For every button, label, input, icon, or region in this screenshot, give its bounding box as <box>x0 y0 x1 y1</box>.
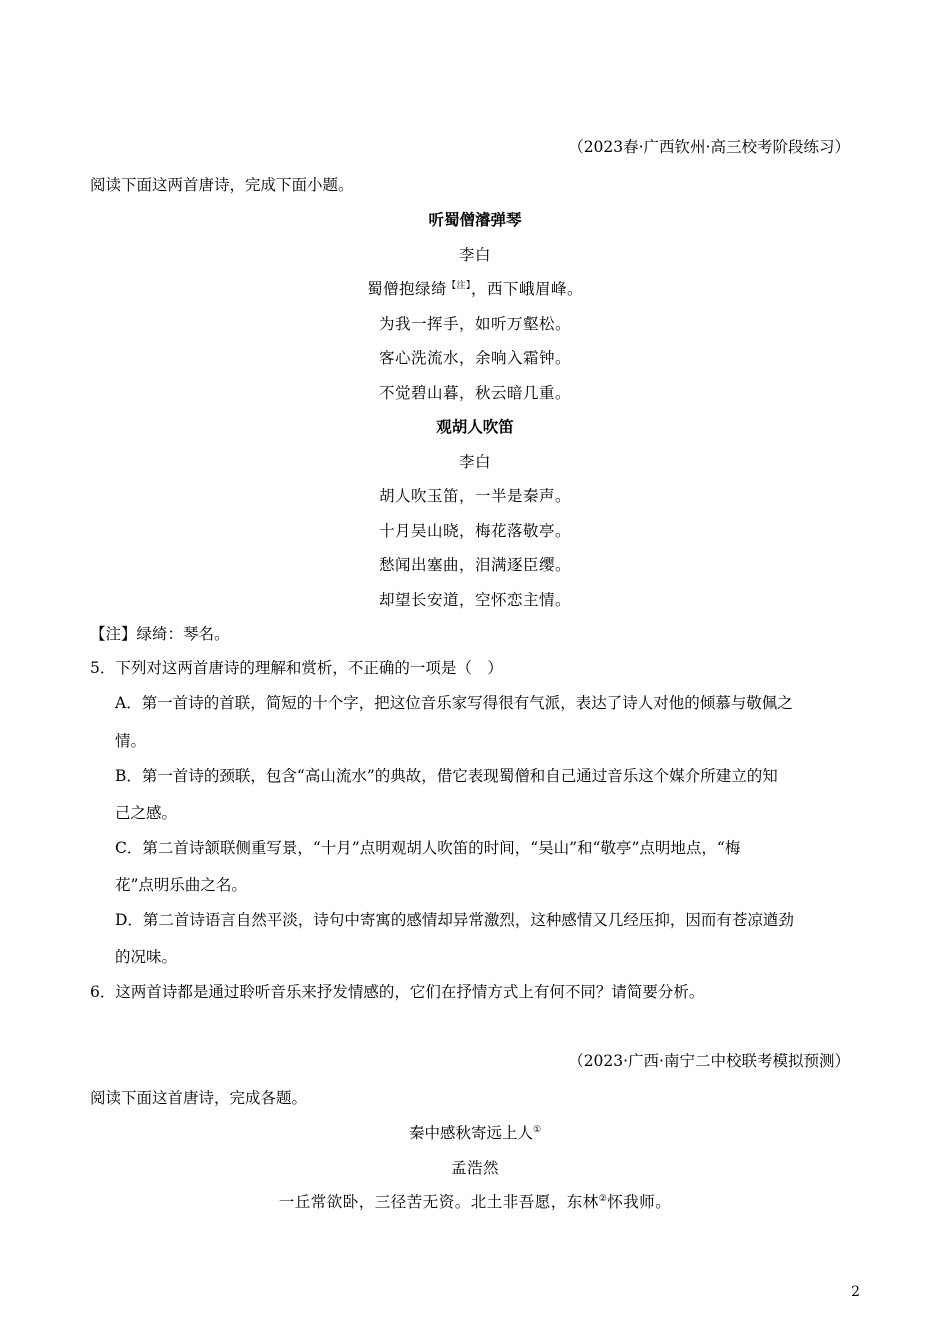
poem2-line-1: 胡人吹玉笛，一半是秦声。 <box>378 487 571 505</box>
option-d: D．第二首诗语言自然平淡，诗句中寄寓的感情却异常激烈，这种感情又几经压抑，因而有苍凉遒劲 <box>115 911 794 929</box>
poem3-line-1-text: 一丘常欲卧，三径苦无资。北土非吾愿，东林 <box>278 1193 599 1211</box>
page-number: 2 <box>851 1284 860 1300</box>
poem2-line-4: 却望长安道，空怀恋主情。 <box>378 591 571 609</box>
poem3-title <box>0 1122 950 1144</box>
poem1-author: 李白 <box>458 246 491 264</box>
instruction-2: 阅读下面这首唐诗，完成各题。 <box>90 1089 308 1107</box>
option-a: A．第一首诗的首联，简短的十个字，把这位音乐家写得很有气派，表达了诗人对他的倾慕与敬佩之 <box>115 694 793 712</box>
poem2-line-3: 愁闻出塞曲，泪满逐臣缨。 <box>378 556 571 574</box>
poem1-line-4: 不觉碧山暮，秋云暗几重。 <box>378 384 571 402</box>
footnote-marker: 【注】 <box>446 280 471 291</box>
poem1-line-1-text: 蜀僧抱绿绮 <box>366 280 447 298</box>
option-b: B．第一首诗的颈联，包含“高山流水”的典故，借它表现蜀僧和自己通过音乐这个媒介所建立的知 <box>115 767 778 785</box>
poem3-line-1-marker: ② <box>598 1193 608 1204</box>
poem2-title: 观胡人吹笛 <box>436 417 514 436</box>
instruction-1: 阅读下面这两首唐诗，完成下面小题。 <box>90 176 354 194</box>
poem2-line-2: 十月吴山晓，梅花落敬亭。 <box>378 522 571 540</box>
poem3-title-marker: ① <box>532 1124 542 1135</box>
footnote: 【注】绿绮：琴名。 <box>90 625 230 643</box>
poem2-author: 李白 <box>458 453 491 471</box>
poem3-line-1-rest: 怀我师。 <box>607 1193 672 1211</box>
poem1-line-2: 为我一挥手，如听万壑松。 <box>378 315 571 333</box>
poem3-title-text: 秦中感秋寄远上人 <box>408 1124 533 1142</box>
option-d-cont: 的况味。 <box>115 948 178 966</box>
poem3-line-1 <box>0 1191 950 1213</box>
poem3-author: 孟浩然 <box>450 1159 499 1177</box>
option-c-cont: 花”点明乐曲之名。 <box>115 876 247 894</box>
option-b-cont: 己之感。 <box>115 804 178 822</box>
option-a-cont: 情。 <box>115 732 147 750</box>
poem1-title: 听蜀僧濬弹琴 <box>428 210 522 229</box>
question-6: 6．这两首诗都是通过聆听音乐来抒发情感的，它们在抒情方式上有何不同？请简要分析。 <box>90 983 705 1001</box>
source-citation-2: （2023·广西·南宁二中校联考模拟预测） <box>568 1052 850 1070</box>
poem1-line-1 <box>0 278 950 300</box>
option-c: C．第二首诗颔联侧重写景，“十月”点明观胡人吹笛的时间，“吴山”和“敬亭”点明地点，“梅 <box>115 839 741 857</box>
question-5-stem: 5．下列对这两首唐诗的理解和赏析，不正确的一项是（ ） <box>90 659 503 677</box>
source-citation-1: （2023春·广西钦州·高三校考阶段练习） <box>568 138 850 156</box>
poem1-line-3: 客心洗流水，余响入霜钟。 <box>378 349 571 367</box>
poem1-line-1-rest: ，西下峨眉峰。 <box>471 280 584 298</box>
